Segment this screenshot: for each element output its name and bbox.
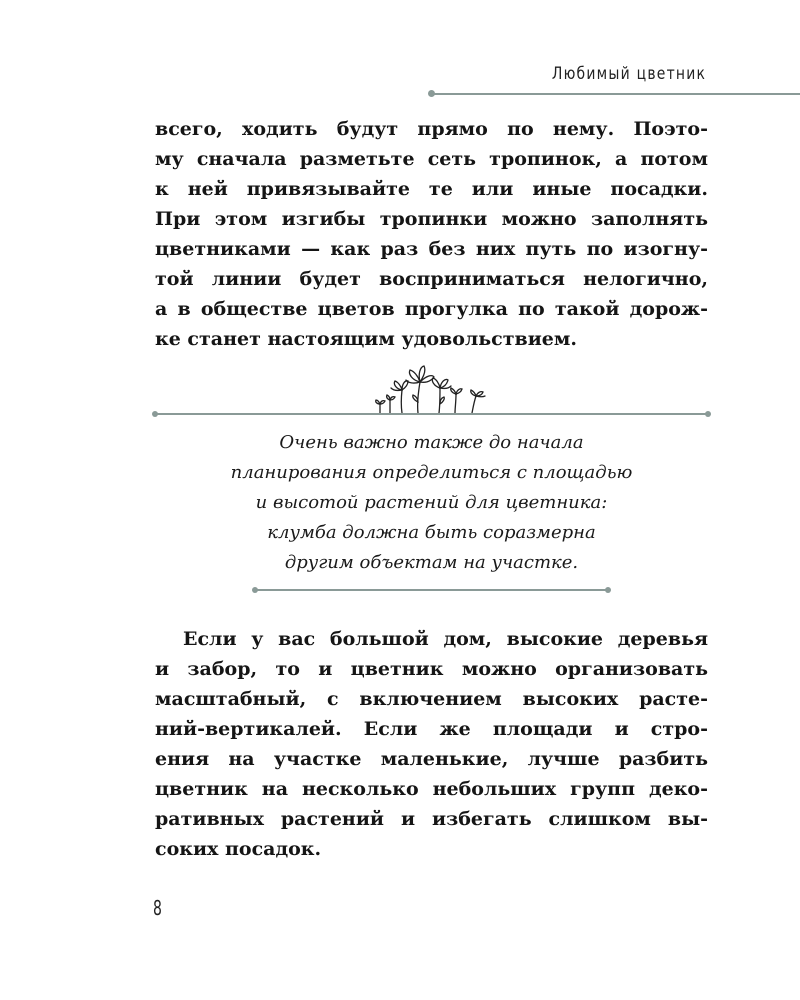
running-title: Любимый цветник (551, 64, 706, 84)
paragraph-1 (155, 114, 708, 354)
text-line: а в обществе цветов прогулка по такой дорож- (155, 298, 708, 320)
text-line: цветник на несколько небольших групп деко- (155, 778, 708, 800)
text-line: масштабный, с включением высоких расте- (155, 688, 708, 710)
text-line: ения на участке маленькие, лучше разбить (155, 748, 708, 770)
divider-dot (152, 411, 158, 417)
divider-dot (252, 587, 258, 593)
flowers-icon (368, 364, 492, 414)
text-line: и забор, то и цветник можно организовать (155, 658, 708, 680)
text-line: ративных растений и избегать слишком вы- (155, 808, 708, 830)
text-line: той линии будет восприниматься нелогично, (155, 268, 708, 290)
text-line: к ней привязывайте те или иные посадки. (155, 178, 708, 200)
text-line: цветниками — как раз без них путь по изогну- (155, 238, 708, 260)
divider-rule (155, 413, 708, 415)
paragraph-2 (155, 624, 708, 864)
divider-dot (705, 411, 711, 417)
callout-bottom-rule (255, 589, 608, 591)
text-line: При этом изгибы тропинки можно заполнять (155, 208, 708, 230)
callout-line: планирования определиться с площадью (230, 462, 633, 483)
text-line: му сначала разметьте сеть тропинок, а потом (155, 148, 708, 170)
text-line: всего, ходить будут прямо по нему. Поэто- (155, 118, 708, 140)
text-line: ке станет настоящим удовольствием. (155, 328, 578, 350)
text-line: ний-вертикалей. Если же площади и стро- (155, 718, 708, 740)
callout-line: Очень важно также до начала (279, 432, 584, 453)
callout-line: и высотой растений для цветника: (255, 492, 608, 513)
text-line: соких посадок. (155, 838, 322, 860)
callout-line: другим объектам на участке. (284, 552, 579, 573)
callout-quote (155, 428, 708, 578)
text-line: Если у вас большой дом, высокие деревья (183, 628, 708, 650)
divider-dot (605, 587, 611, 593)
callout-line: клумба должна быть соразмерна (267, 522, 596, 543)
page-number: 8 (153, 896, 162, 920)
header-rule (432, 93, 800, 95)
